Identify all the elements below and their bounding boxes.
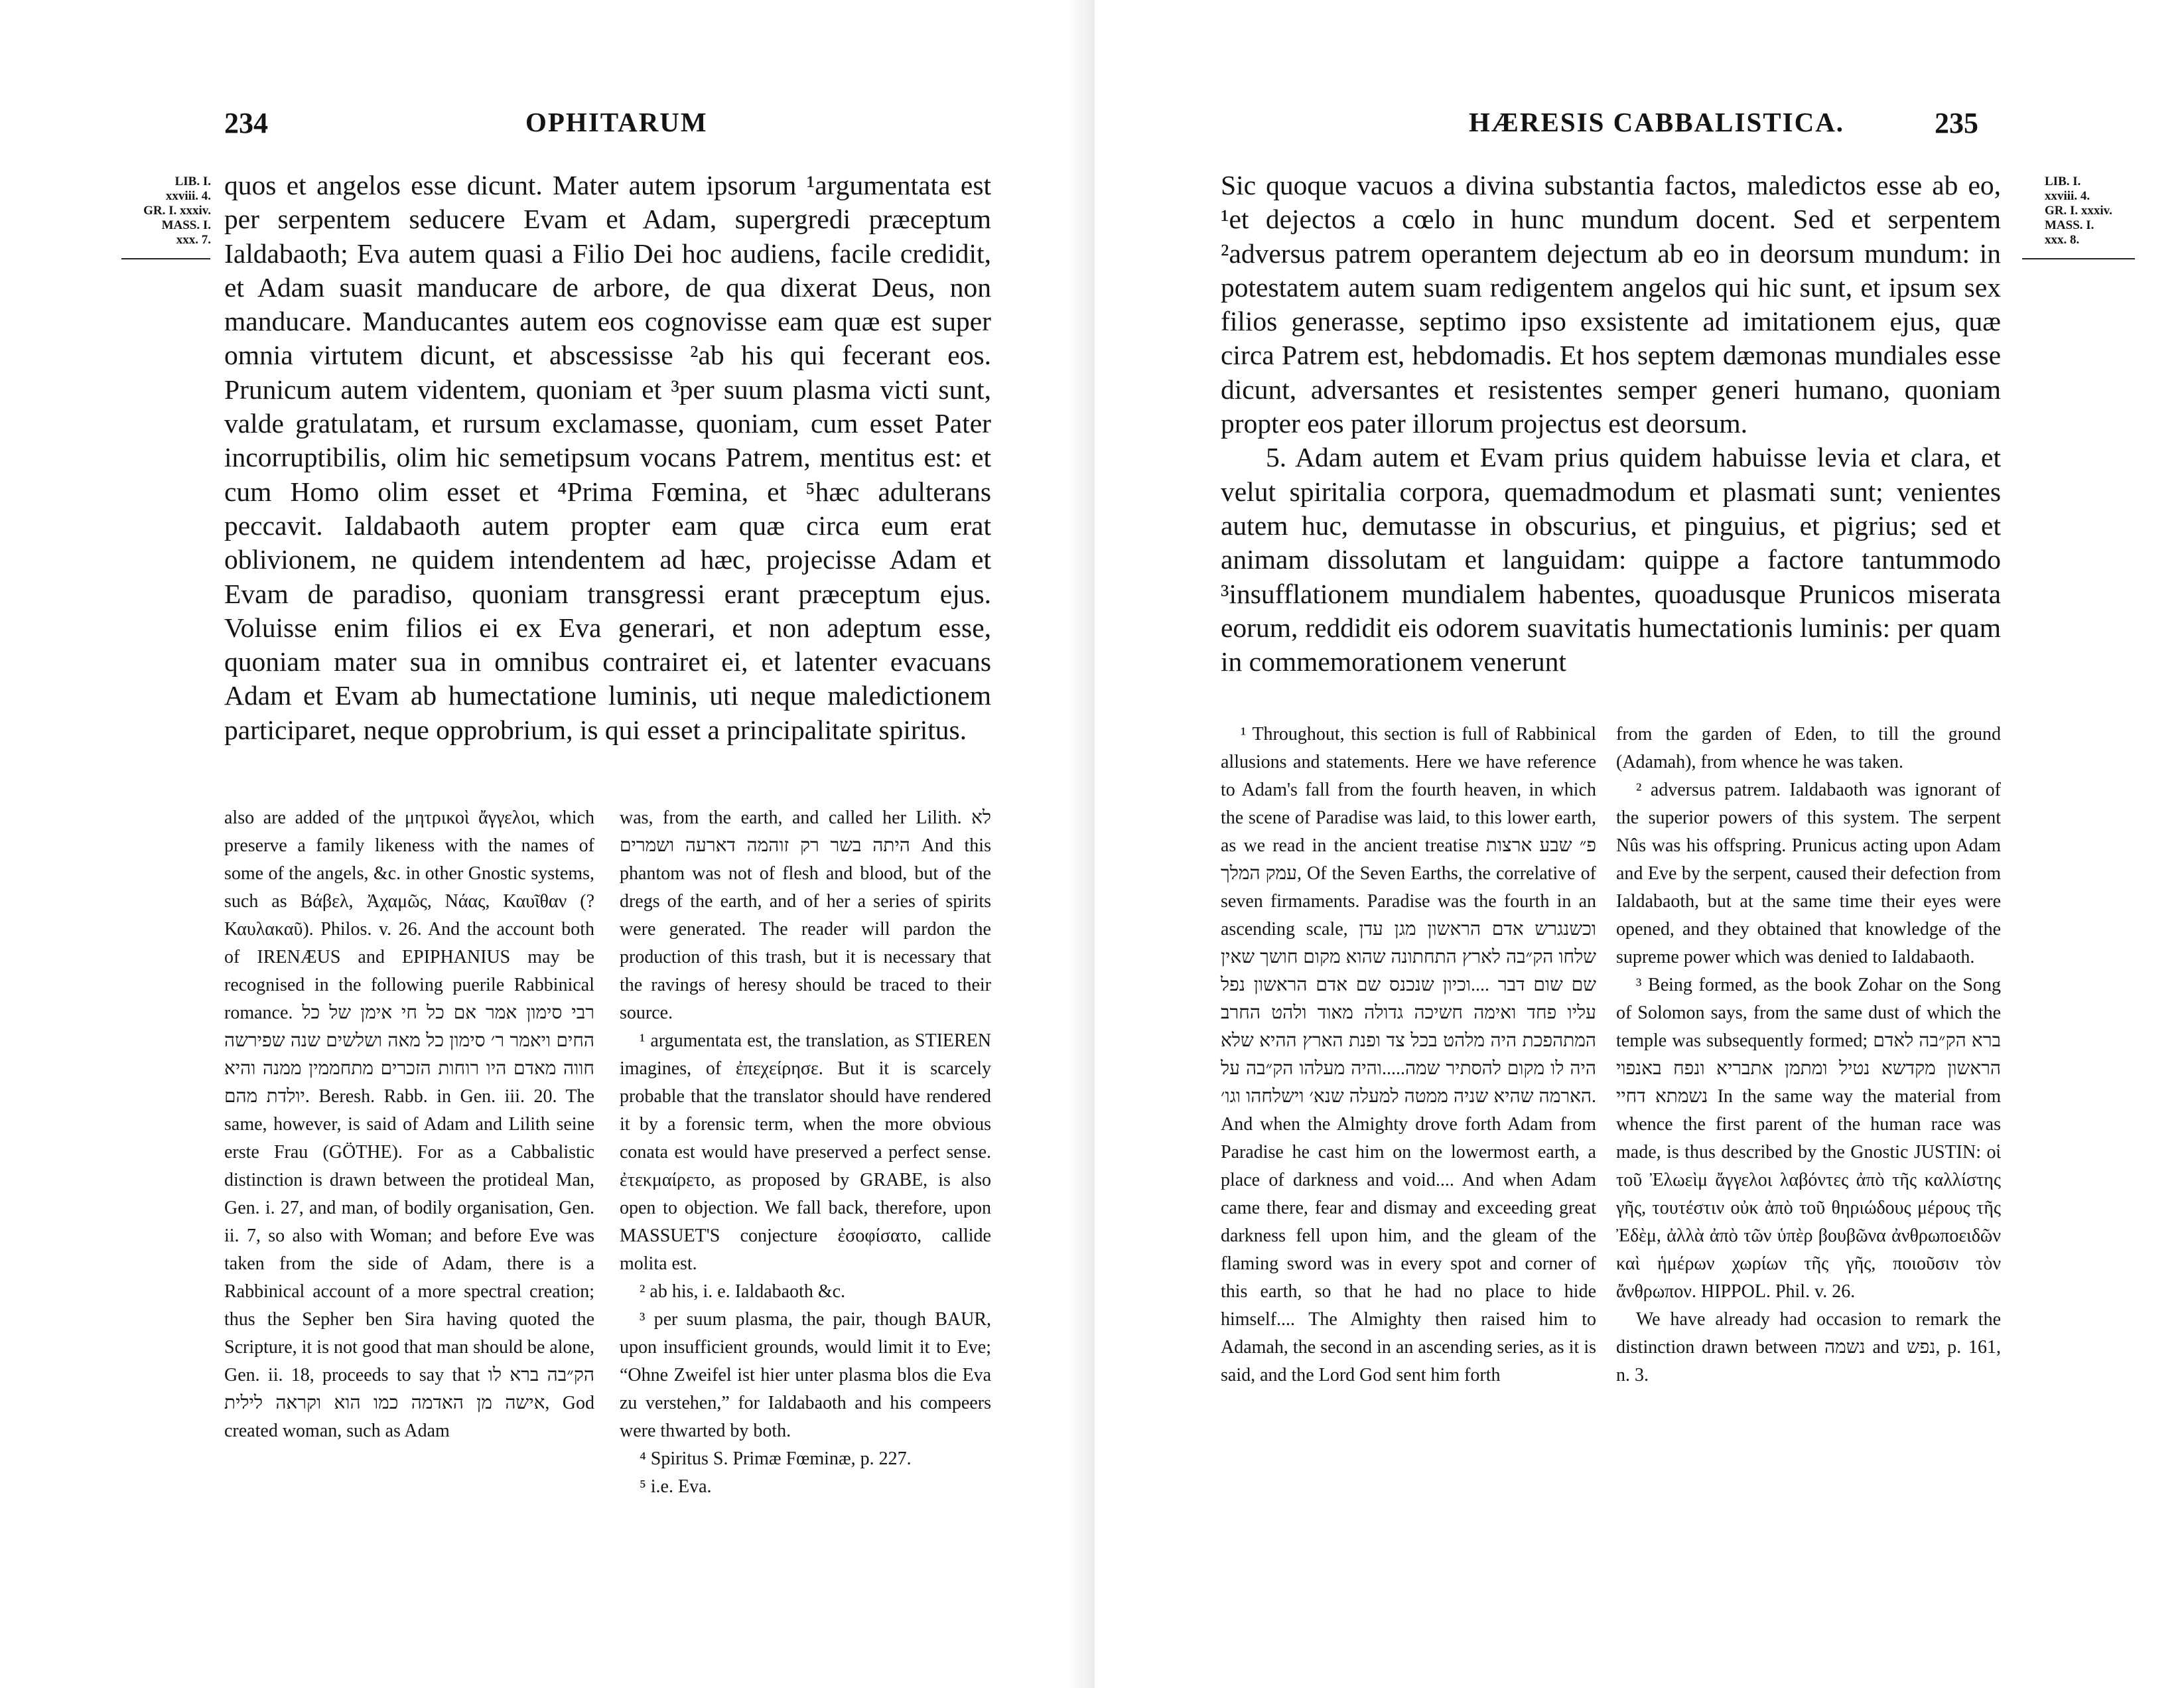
footnote: ³ per suum plasma, the pair, though BAUR, upon insufficient grounds, would limit it to Eve; “Ohne Zweifel ist hier unter plasma blos die Eva zu verstehen,” for Ialdabaoth and his compeers were thwarted by both.: [620, 1309, 991, 1441]
margin-reference-right: [2045, 175, 2144, 247]
margin-ref-line: GR. I. xxxiv.: [2045, 204, 2112, 218]
page-number-right: 235: [1935, 107, 1978, 139]
footnote: was, from the earth, and called her Lilith. לא היתה בשר רק זוהמה דארעה ושמרים And this phantom was not of flesh and blood, but of the dregs of the earth, and of her a series of spirits were generated. The reader will pardon the production of this trash, but it is necessary that the ravings of heresy should be traced to their source.: [620, 808, 991, 1023]
margin-ref-line: xxviii. 4.: [2045, 189, 2090, 203]
margin-rule-right: [2022, 258, 2135, 259]
footnote: ⁴ Spiritus S. Primæ Fœminæ, p. 227.: [640, 1448, 912, 1469]
footnote: ⁵ i.e. Eva.: [640, 1476, 712, 1497]
margin-ref-line: LIB. I.: [174, 175, 211, 188]
margin-ref-line: GR. I. xxxiv.: [143, 204, 211, 218]
footnote: ² ab his, i. e. Ialdabaoth &c.: [640, 1281, 846, 1302]
margin-ref-line: LIB. I.: [2045, 175, 2081, 188]
footnote: We have already had occasion to remark the distinction drawn between נשמה and נפש, p. 161, n. 3.: [1616, 1309, 2001, 1385]
footnote-column-left-1: [224, 804, 594, 1445]
paragraph: quos et angelos esse dicunt. Mater autem ipsorum ¹argumentata est per serpentem seducere Evam et Adam, supergredi præceptum Ialdabaoth; Eva autem quasi a Filio Dei hoc audiens, facile credidit, et Adam suasit manducare de arbore, de qua dixerat Deus, non manducare. Manducantes autem eos cognovisse eam quæ est super omnia virtutem dicunt, et abscessisse ²ab his qui fecerant eos. Prunicum autem videntem, quoniam et ³per suum plasma victi sunt, valde gratulatam, et rursum exclamasse, quoniam, cum esset Pater incorruptibilis, olim hic semetipsum vocans Patrem, mentitus est: et cum Homo olim esset et ⁴Prima Fœmina, et ⁵hæc adulterans peccavit. Ialdabaoth autem propter eam quæ circa eum erat oblivionem, ne quidem intendentem ad hæc, projecisse Adam et Evam de paradiso, quoniam transgressi erant præceptum ejus. Voluisse enim filios ei ex Eva generari, et non adeptum esse, quoniam mater sua in omnibus contrairet ei, et latenter evacuans Adam et Evam ab humectatione luminis, uti neque maledictionem participaret, neque opprobrium, is qui esset a principalitate spiritus.: [224, 170, 991, 745]
running-head-left: OPHITARUM: [525, 107, 708, 137]
footnote: ² adversus patrem. Ialdabaoth was ignorant of the superior powers of this system. The serpent Nûs was his offspring. Prunicus acting upon Adam and Eve by the serpent, caused their defection from Ialdabaoth, but at the same time their eyes were opened, and they obtained that knowledge of the supreme power which was denied to Ialdabaoth.: [1616, 780, 2001, 967]
footnote: ¹ argumentata est, the translation, as STIEREN imagines, of ἐπεχείρησε. But it is scarcely probable that the translator should have rendered it by a forensic term, when the more obvious conata est would have preserved a perfect sense. ἐτεκμαίρετο, as proposed by GRABE, is also open to objection. We fall back, therefore, upon MASSUET'S conjecture ἐσοφίσατο, callide molita est.: [620, 1030, 991, 1274]
margin-reference-left: [111, 175, 211, 247]
paragraph: 5. Adam autem et Evam prius quidem habuisse levia et clara, et velut spiritalia corpora, quemadmodum et plasmati sunt; venientes autem huc, demutasse in obscurius, et pinguius, et pigrius; sed et animam dissolutam et languidam: quippe a factore tantummodo ³insufflationem mundialem habentes, quoadusque Prunicos miserata eorum, reddidit eis odorem suavitatis humectationis luminis: per quam in commemorationem venerunt: [1221, 442, 2001, 677]
footnote: from the garden of Eden, to till the ground (Adamah), from whence he was taken.: [1616, 724, 2001, 772]
footnote: ³ Being formed, as the book Zohar on the Song of Solomon says, from the same dust of which the temple was subsequently formed; ברא הק״בה לאדם הראשון מקדשא נטיל ומתמן אתבריא ונפח באנפוי נשמתא דחיי In the same way the material from whence the first parent of the human race was made, is thus described by the Gnostic JUSTIN: οἱ τοῦ Ἐλωεὶμ ἄγγελοι λαβόντες ἀπὸ τῆς καλλίστης γῆς, τουτέστιν οὐκ ἀπὸ τοῦ θηριώδους μέρους τῆς Ἐδὲμ, ἀλλὰ ἀπὸ τῶν ὑπὲρ βουβῶνα ἀνθρωποειδῶν καὶ ἡμέρων χωρίων τῆς γῆς, ποιοῦσιν τὸν ἄνθρωπον. HIPPOL. Phil. v. 26.: [1616, 975, 2001, 1302]
margin-rule-left: [121, 258, 210, 259]
margin-ref-line: xxx. 8.: [2045, 233, 2080, 247]
page-number-left: 234: [224, 107, 268, 139]
main-text-left: [224, 169, 991, 747]
margin-ref-line: xxviii. 4.: [165, 189, 211, 203]
right-page: [1095, 0, 2184, 1688]
footnote: also are added of the μητρικοὶ ἄγγελοι, which preserve a family likeness with the names of some of the angels, &c. in other Gnostic systems, such as Βάβελ, Ἀχαμῶς, Νάας, Καυῖθαν (? Καυλακαῦ). Philos. v. 26. And the account both of IRENÆUS and EPIPHANIUS may be recognised in the following puerile Rabbinical romance. רבי סימון אמר אם כל חי אימן של כל החים ויאמר ר׳ סימון כל מאה ושלשים שנה שפירשה חווה מאדם היו רוחות הזכרים מתחממין ממנה והיא יולדת מהם. Beresh. Rabb. in Gen. iii. 20. The same, however, is said of Adam and Lilith seine erste Frau (GÖTHE). For as a Cabbalistic distinction is drawn between the protideal Man, Gen. i. 27, and man, of bodily organisation, Gen. ii. 7, so also with Woman; and before Eve was taken from the side of Adam, there is a Rabbinical account of a more spectral creation; thus the Sepher ben Sira having quoted the Scripture, it is not good that man should be alone, Gen. ii. 18, proceeds to say that הק״בה ברא לו אישה מן האדמה כמו הוא וקראה לילית, God created woman, such as Adam: [224, 808, 595, 1441]
main-text-right: [1221, 169, 2001, 679]
margin-ref-line: MASS. I.: [161, 218, 211, 232]
running-head-right: HÆRESIS CABBALISTICA.: [1469, 107, 1845, 137]
footnote-column-left-2: [620, 804, 991, 1501]
paragraph: Sic quoque vacuos a divina substantia factos, maledictos esse ab eo, ¹et dejectos a cœlo in hunc mundum docent. Sed et serpentem ²adversus patrem operantem dejectum ab eo in deorsum mundum: in potestatem autem suam redigentem angelos qui hic sunt, et ipsum sex filios generasse, septimo ipso exsistente ad imitationem ejus, quæ circa Patrem est, hebdomadis. Et hos septem dæmonas mundiales esse dicunt, adversantes et resistentes semper generi humano, quoniam propter eos pater illorum projectus est deorsum.: [1221, 170, 2001, 439]
margin-ref-line: xxx. 7.: [176, 233, 211, 247]
footnote: ¹ Throughout, this section is full of Rabbinical allusions and statements. Here we have reference to Adam's fall from the fourth heaven, in which the scene of Paradise was laid, to this lower earth, as we read in the ancient treatise פ״ שבע ארצות עמק המלך, Of the Seven Earths, the correlative of seven firmaments. Paradise was the fourth in an ascending scale, וכשנגרש אדם הראשון מגן עדן שלחו הק״בה לארץ התחתונה שהוא מקום חושך שאין שם שום דבר ....וכיון שנכנס שם אדם הראשון נפל עליו פחד ואימה חשיכה גדולה מאוד ולהט החרב המתהפכת היה מלהט בכל צד ופנת הארץ ההיא שלא היה לו מקום להסתיר שמה.....והיה מעלהו הק״בה על הארמה שהיא שניה ממטה למעלה שנא׳ וישלחהו וגו׳. And when the Almighty drove forth Adam from Paradise he cast him on the lowermost earth, a place of darkness and void.... And when Adam came there, fear and dismay and exceeding great darkness fell upon him, and the gleam of the flaming sword was in every spot and corner of this earth, so that he had no place to hide himself.... The Almighty then raised him to Adamah, the second in an ascending series, as it is said, and the Lord God sent him forth: [1221, 724, 1597, 1385]
margin-ref-line: MASS. I.: [2045, 218, 2094, 232]
footnote-column-right-2: [1616, 721, 2001, 1389]
footnote-column-right-1: [1221, 721, 1596, 1389]
